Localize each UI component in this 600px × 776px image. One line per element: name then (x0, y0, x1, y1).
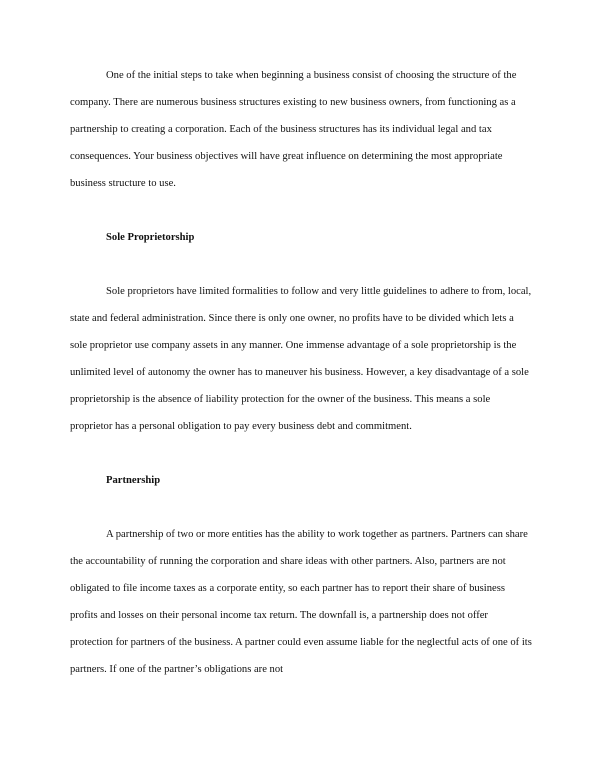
document-page (70, 62, 532, 683)
section-heading-sole-proprietorship: Sole Proprietorship (106, 232, 195, 243)
section-heading-partnership: Partnership (106, 475, 161, 486)
spacer (70, 197, 532, 224)
spacer (70, 440, 532, 467)
spacer (70, 494, 532, 521)
intro-paragraph: One of the initial steps to take when beginning a business consist of choosing the structure of the company. There are numerous business structures existing to new business owners, from functioning as a partnership to creating a corporation. Each of the business structures has its individual legal and tax consequences. Your business objectives will have great influence on determining the most appropriate business structure to use. (70, 70, 517, 189)
sole-proprietorship-paragraph: Sole proprietors have limited formalities to follow and very little guidelines to adhere to from, local, state and federal administration. Since there is only one owner, no profits have to be divided which lets a sole proprietor use company assets in any manner. One immense advantage of a sole proprietorship is the unlimited level of autonomy the owner has to maneuver his business. However, a key disadvantage of a sole proprietorship is the absence of liability protection for the owner of the business. This means a sole proprietor has a personal obligation to pay every business debt and commitment. (70, 286, 532, 432)
spacer (70, 251, 532, 278)
partnership-paragraph: A partnership of two or more entities has the ability to work together as partners. Partners can share the accountability of running the corporation and share ideas with other partners. Also, partners are not obligated to file income taxes as a corporate entity, so each partner has to report their share of business profits and losses on their personal income tax return. The downfall is, a partnership does not offer protection for partners of the business. A partner could even assume liable for the neglectful acts of one of its partners. If one of the partner’s obligations are not (70, 529, 532, 675)
